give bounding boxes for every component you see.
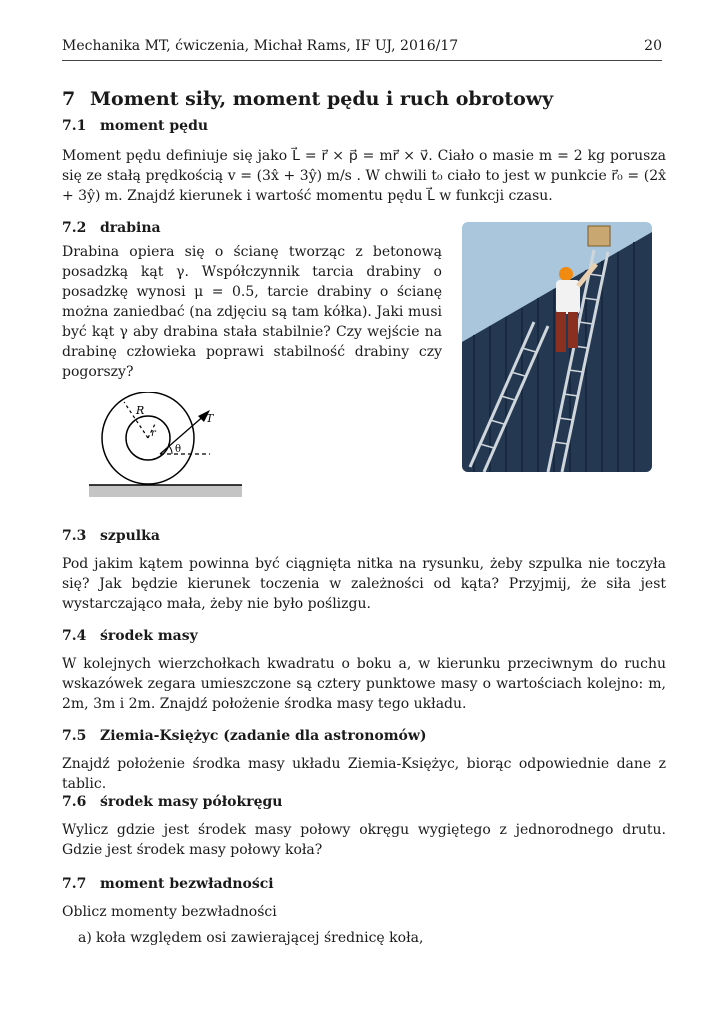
chapter-title: Moment siły, moment pędu i ruch obrotowy xyxy=(90,88,554,110)
section-number: 7.1 xyxy=(62,118,87,134)
list-item xyxy=(78,930,423,946)
section-text: Pod jakim kątem powinna być ciągnięta nitka na rysunku, żeby szpulka nie toczyła się? Jak będzie kierunek toczenia w zależności od kąta? Przyjmij, że siła jest wystarczająco mała, żeby nie było poślizgu. xyxy=(62,556,666,612)
spool-diagram xyxy=(84,392,244,502)
diagram-label-angle: θ xyxy=(175,444,182,455)
diagram-label-R: R xyxy=(136,404,145,417)
section-number: 7.2 xyxy=(62,220,87,236)
page-number: 20 xyxy=(644,38,662,54)
section-heading xyxy=(62,876,274,892)
section-text: Wylicz gdzie jest środek masy połowy okręgu wygiętego z jednorodnego drutu. Gdzie jest środek masy połowy koła? xyxy=(62,822,666,858)
section-text: W kolejnych wierzchołkach kwadratu o boku a, w kierunku przeciwnym do ruchu wskazówek zegara umieszczone są cztery punktowe masy o wartościach kolejno: m, 2m, 3m i 2m. Znajdź położenie środka masy tego układu. xyxy=(62,656,666,712)
header-title: Mechanika MT, ćwiczenia, Michał Rams, IF UJ, 2016/17 xyxy=(62,38,459,54)
section-text: Znajdź położenie środka masy układu Ziemia-Księżyc, biorąc odpowiednie dane z tablic. xyxy=(62,756,666,792)
section-title: moment pędu xyxy=(100,118,209,134)
list-marker: a) xyxy=(78,930,92,946)
ladder-photo-drawing xyxy=(462,222,652,472)
section-title: szpulka xyxy=(100,528,160,544)
section-text: Moment pędu definiuje się jako L⃗ = r⃗ × p⃗ = mr⃗ × v⃗. Ciało o masie m = 2 kg porusza się ze stałą prędkością v = (3x̂ + 3ŷ) m/s . W chwili t₀ ciało to jest w punkcie r⃗₀ = (2x̂ + 3ŷ) m. Znajdź kierunek i wartość momentu pędu L⃗ w funkcji czasu. xyxy=(62,148,666,204)
section-title: drabina xyxy=(100,220,161,236)
spool-drawing xyxy=(84,392,244,502)
section-heading xyxy=(62,728,427,744)
section-heading xyxy=(62,628,198,644)
section-text: Drabina opiera się o ścianę tworząc z betonową posadzką kąt γ. Współczynnik tarcia drabiny o posadzkę wynosi μ = 0.5, tarcie drabiny o ścianę można zaniedbać (na zdjęciu są tam kółka). Jaki musi być kąt γ aby drabina stała stabilnie? Czy wejście na drabinę człowieka poprawi stabilność drabiny czy pogorszy? xyxy=(62,244,442,380)
section-number: 7.7 xyxy=(62,876,87,892)
section-title: środek masy xyxy=(100,628,198,644)
diagram-label-r: r xyxy=(151,428,156,439)
diagram-label-T: T xyxy=(206,412,214,425)
list-item-text: koła względem osi zawierającej średnicę koła, xyxy=(96,930,424,946)
section-number: 7.4 xyxy=(62,628,87,644)
section-number: 7.6 xyxy=(62,794,87,810)
ladder-photo xyxy=(462,222,652,472)
section-heading xyxy=(62,528,160,544)
section-text: Oblicz momenty bezwładności xyxy=(62,904,277,920)
section-heading xyxy=(62,794,282,810)
chapter-number: 7 xyxy=(62,88,76,110)
section-title: Ziemia-Księżyc (zadanie dla astronomów) xyxy=(100,728,427,744)
section-number: 7.3 xyxy=(62,528,87,544)
section-number: 7.5 xyxy=(62,728,87,744)
section-title: moment bezwładności xyxy=(100,876,274,892)
page-header xyxy=(62,38,662,61)
chapter-heading xyxy=(62,88,553,110)
section-heading xyxy=(62,220,161,236)
section-title: środek masy półokręgu xyxy=(100,794,283,810)
section-heading xyxy=(62,118,208,134)
